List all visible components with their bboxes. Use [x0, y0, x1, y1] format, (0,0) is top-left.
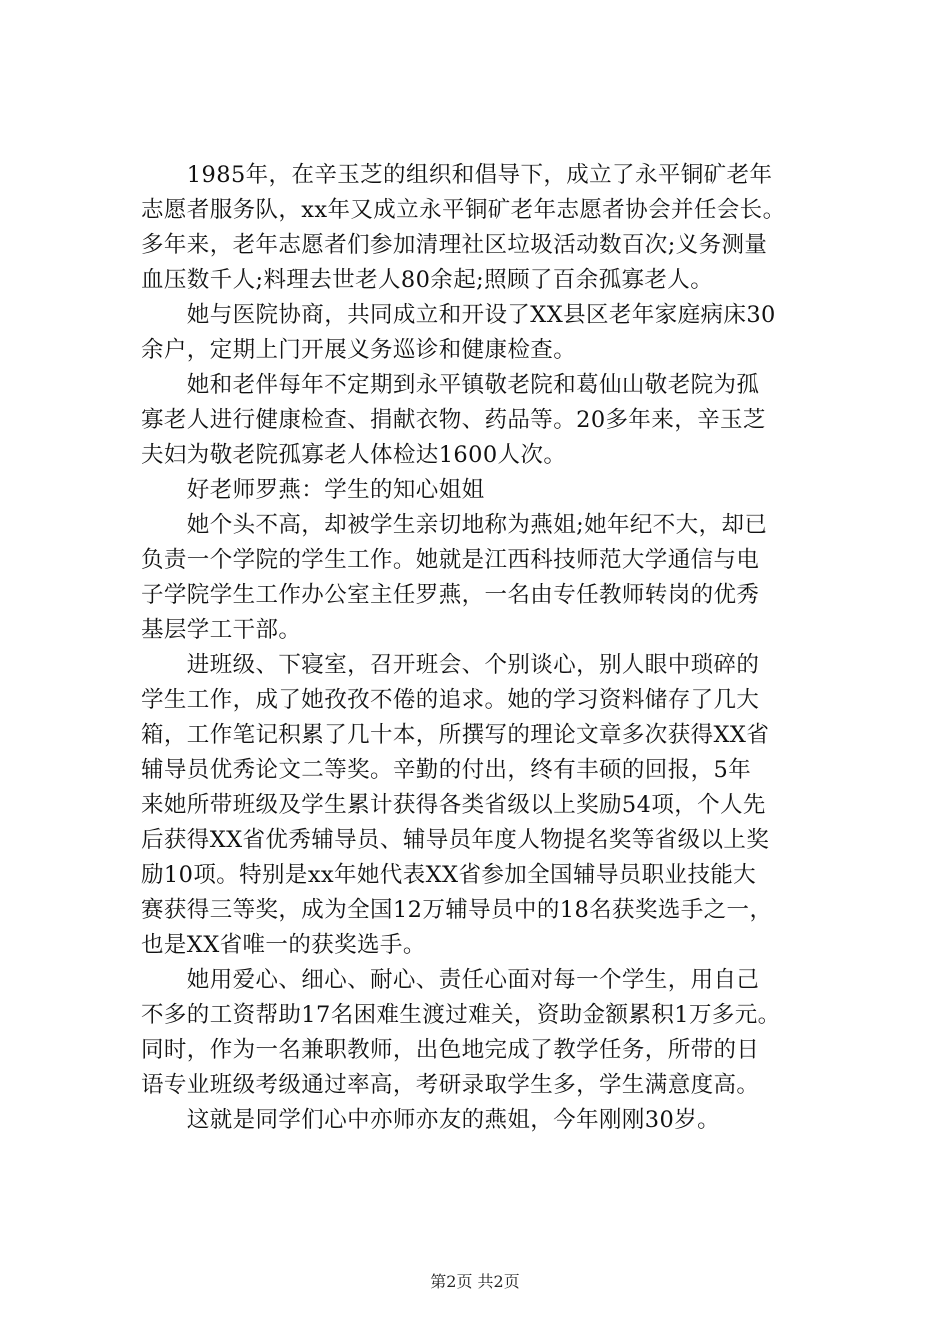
text-line: 余户，定期上门开展义务巡诊和健康检查。: [141, 337, 577, 363]
text-line: 她用爱心、细心、耐心、责任心面对每一个学生，用自己: [141, 967, 760, 993]
text-line: 辅导员优秀论文二等奖。辛勤的付出，终有丰硕的回报，5年: [141, 757, 752, 783]
document-body: [141, 158, 841, 1138]
page-number-footer: 第2页 共2页: [430, 1272, 520, 1291]
text-line: 负责一个学院的学生工作。她就是江西科技师范大学通信与电: [141, 547, 760, 573]
text-line: 她和老伴每年不定期到永平镇敬老院和葛仙山敬老院为孤: [141, 372, 760, 398]
text-line: 多年来，老年志愿者们参加清理社区垃圾活动数百次;义务测量: [141, 232, 768, 258]
text-line: 1985年，在辛玉芝的组织和倡导下，成立了永平铜矿老年: [141, 162, 773, 188]
text-line: 后获得XX省优秀辅导员、辅导员年度人物提名奖等省级以上奖: [141, 827, 770, 853]
text-line: 她与医院协商，共同成立和开设了XX县区老年家庭病床30: [141, 302, 776, 328]
text-line: 励10项。特别是xx年她代表XX省参加全国辅导员职业技能大: [141, 862, 757, 888]
text-line: 志愿者服务队，xx年又成立永平铜矿老年志愿者协会并任会长。: [141, 197, 786, 223]
text-line: 血压数千人;料理去世老人80余起;照顾了百余孤寡老人。: [141, 267, 714, 293]
text-line: 同时，作为一名兼职教师，出色地完成了教学任务，所带的日: [141, 1037, 760, 1063]
text-line: 语专业班级考级通过率高，考研录取学生多，学生满意度高。: [141, 1072, 760, 1098]
text-line: 夫妇为敬老院孤寡老人体检达1600人次。: [141, 442, 567, 468]
text-line: 学生工作，成了她孜孜不倦的追求。她的学习资料储存了几大: [141, 687, 760, 713]
text-line: 进班级、下寝室，召开班会、个别谈心，别人眼中琐碎的: [141, 652, 760, 678]
text-line: 子学院学生工作办公室主任罗燕，一名由专任教师转岗的优秀: [141, 582, 760, 608]
text-line: 不多的工资帮助17名困难生渡过难关，资助金额累积1万多元。: [141, 1002, 781, 1028]
text-line: 也是XX省唯一的获奖选手。: [141, 932, 426, 958]
text-line: 箱，工作笔记积累了几十本，所撰写的理论文章多次获得XX省: [141, 722, 770, 748]
text-line: 基层学工干部。: [141, 617, 302, 643]
text-line: 她个头不高，却被学生亲切地称为燕姐;她年纪不大，却已: [141, 512, 768, 538]
text-line: 这就是同学们心中亦师亦友的燕姐，今年刚刚30岁。: [141, 1107, 721, 1133]
section-heading: 好老师罗燕：学生的知心姐姐: [141, 477, 485, 503]
text-line: 来她所带班级及学生累计获得各类省级以上奖励54项，个人先: [141, 792, 766, 818]
text-line: 寡老人进行健康检查、捐献衣物、药品等。20多年来，辛玉芝: [141, 407, 766, 433]
text-line: 赛获得三等奖，成为全国12万辅导员中的18名获奖选手之一，: [141, 897, 773, 923]
